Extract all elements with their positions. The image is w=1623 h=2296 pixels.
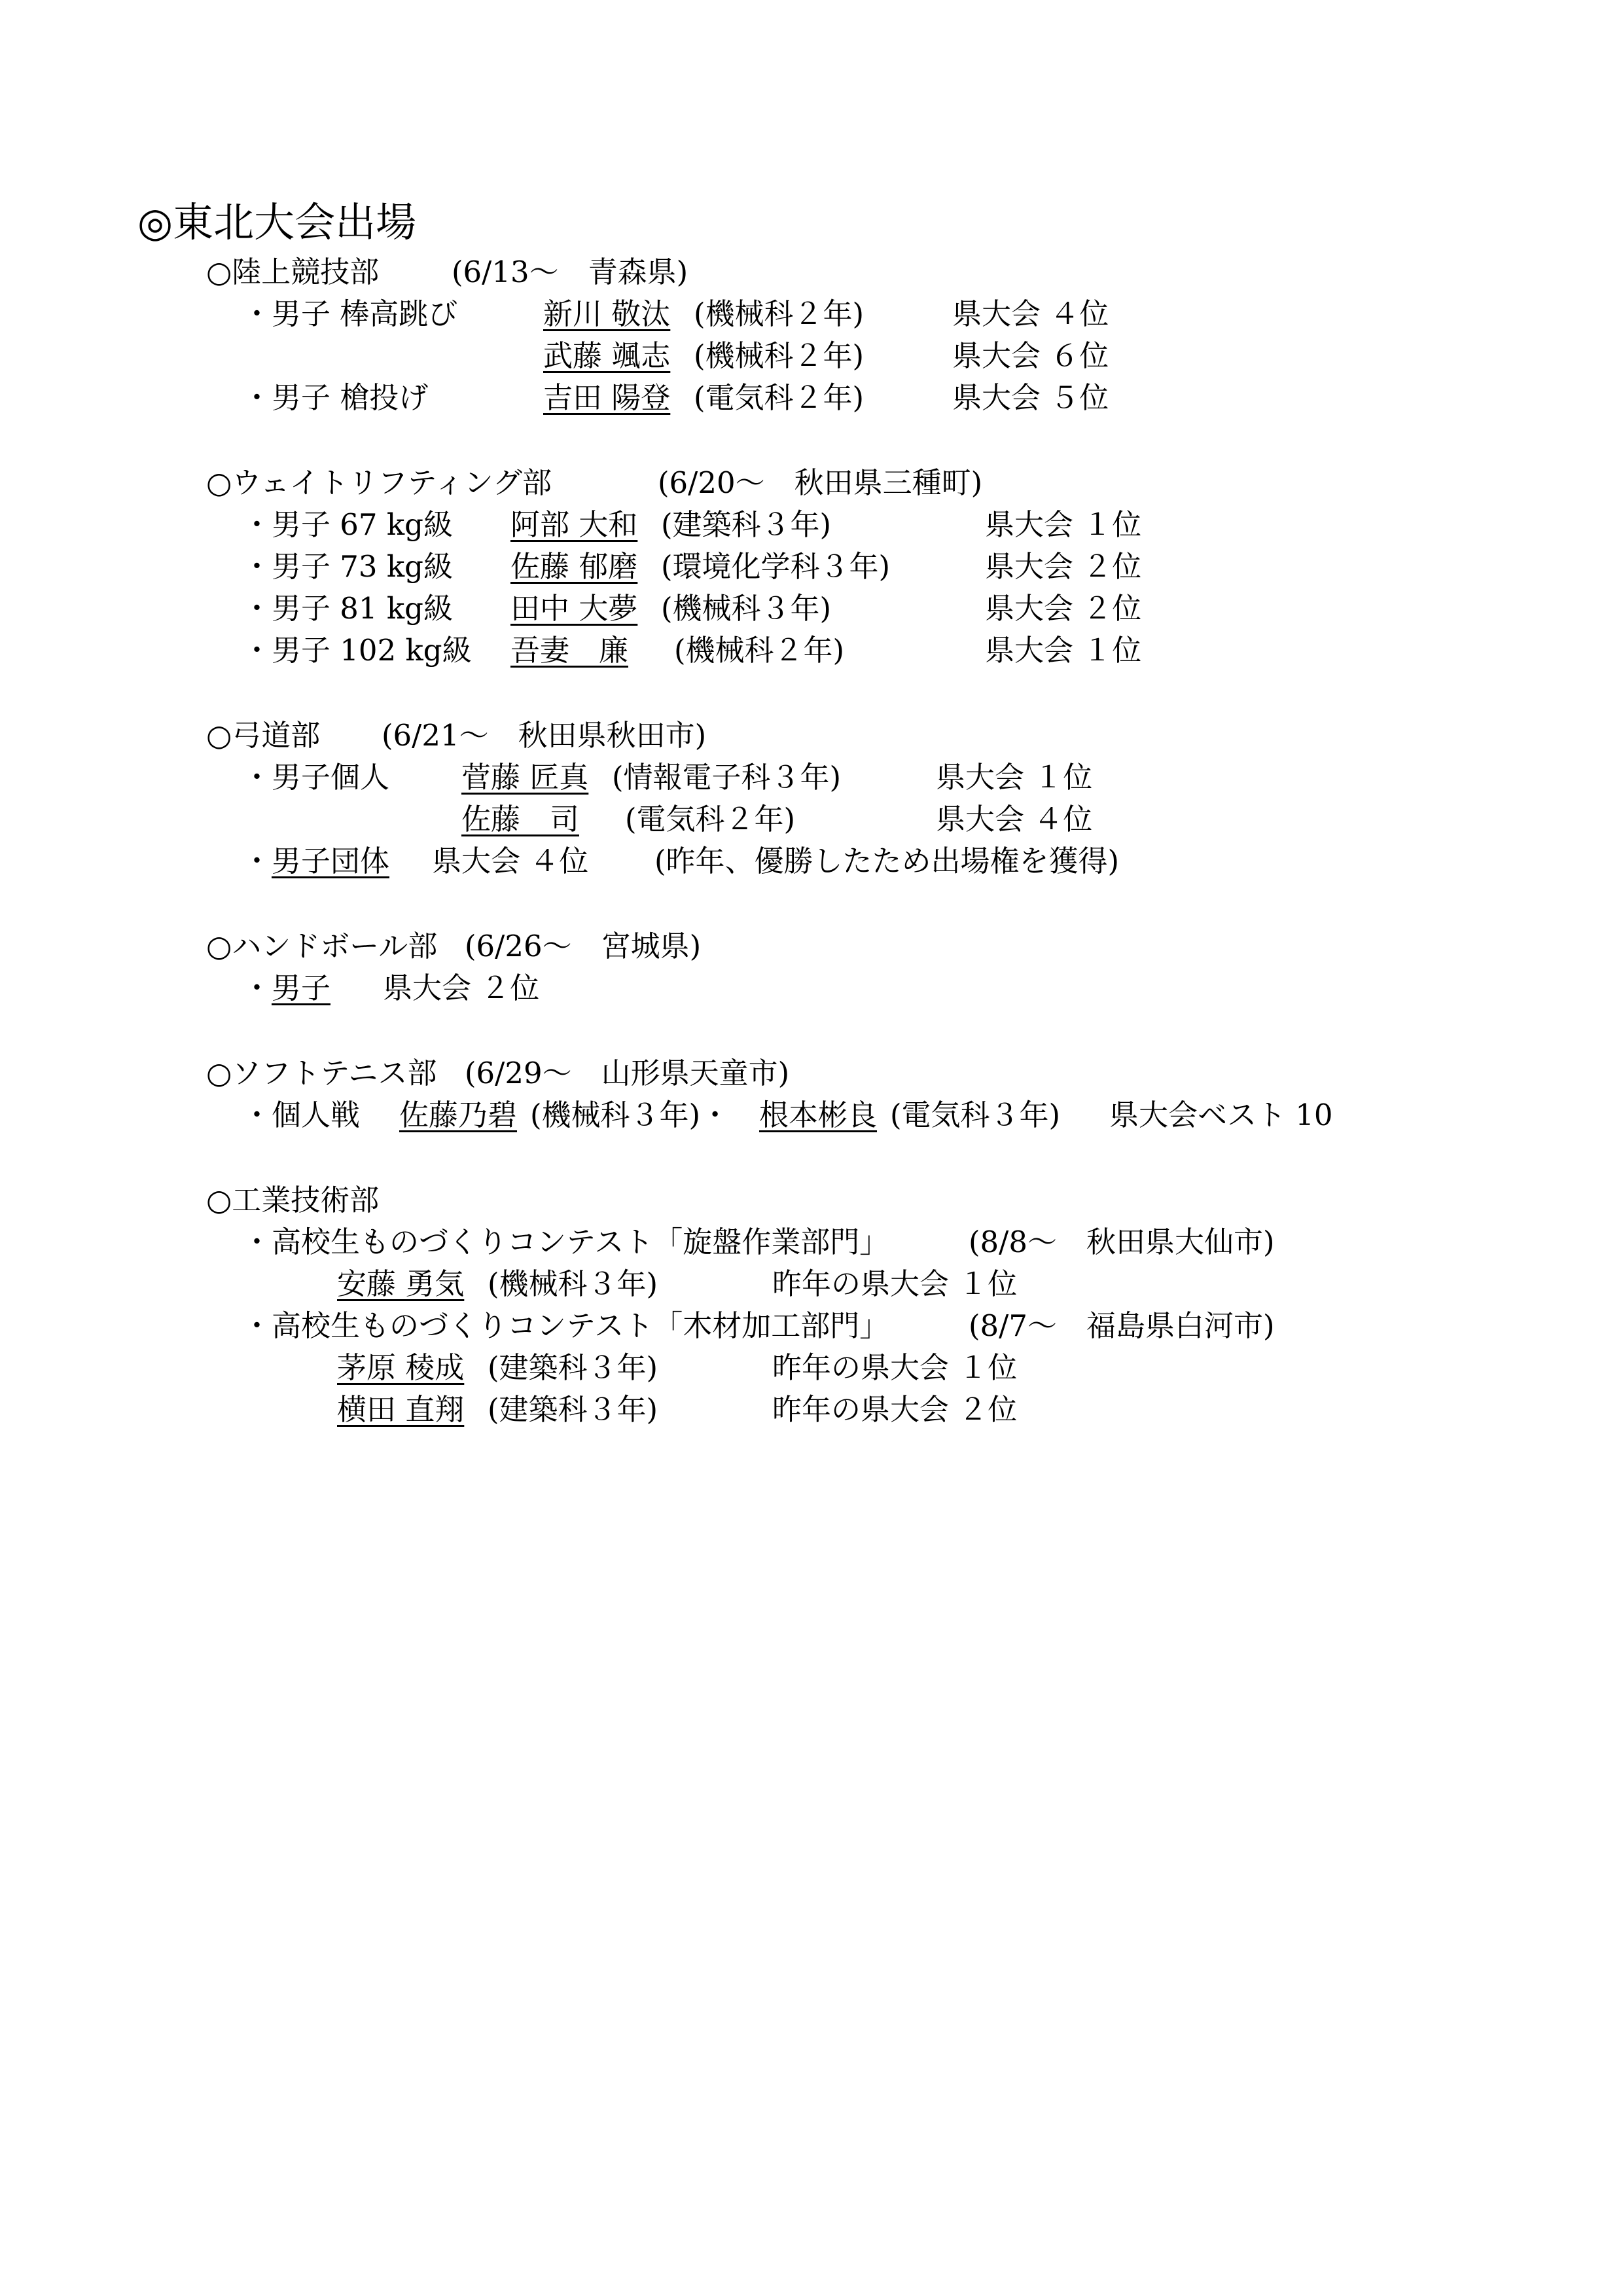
list-item — [242, 377, 1224, 419]
athlete-dept: (環境化学科３年) — [661, 549, 891, 584]
list-item — [242, 293, 1224, 335]
list-item — [337, 1263, 1253, 1305]
event-label: ・男子 102 kg級 — [242, 633, 472, 668]
event-label: ・男子 81 kg級 — [242, 591, 453, 626]
athlete-name: 阿部 大和 — [510, 507, 638, 542]
section-heading: ○ウェイトリフティング部 — [206, 465, 552, 500]
result: 昨年の県大会 ２位 — [772, 1392, 1018, 1427]
athlete-name: 新川 敬汰 — [543, 296, 671, 331]
result: 県大会 ２位 — [383, 971, 540, 1005]
athlete-dept: (電気科３年) — [890, 1098, 1061, 1132]
list-item — [242, 967, 1027, 1009]
athlete-name: 吉田 陽登 — [543, 380, 671, 415]
section-period: (6/13〜 青森県) — [452, 255, 688, 289]
list-item — [337, 1347, 1253, 1389]
section-heading: ○ハンドボール部 — [206, 929, 438, 963]
result: 県大会ベスト 10 — [1109, 1098, 1333, 1132]
list-item — [242, 798, 1224, 840]
result: 県大会 ２位 — [985, 591, 1142, 626]
result: 県大会 ２位 — [985, 549, 1142, 584]
athlete-dept: (建築科３年) — [488, 1350, 658, 1385]
section-period: (6/26〜 宮城県) — [465, 929, 702, 963]
athlete-name: 佐藤 郁磨 — [510, 549, 638, 584]
list-item — [242, 546, 1224, 588]
event-label: ・男子 73 kg級 — [242, 549, 453, 584]
section-heading: ○陸上競技部 — [206, 255, 380, 289]
contest-title-row — [242, 1221, 1420, 1263]
result: 県大会 ４位 — [936, 802, 1093, 836]
team-name: 男子 — [272, 971, 331, 1005]
page-title: ◎東北大会出場 — [137, 198, 417, 246]
weightlifting-section-header — [206, 462, 1253, 504]
athlete-name: 横田 直翔 — [337, 1392, 465, 1427]
note: (昨年、優勝したため出場権を獲得) — [654, 844, 1120, 878]
section-heading: ○工業技術部 — [206, 1183, 380, 1217]
result: 昨年の県大会 １位 — [772, 1350, 1018, 1385]
list-item — [337, 1389, 1253, 1431]
event-label: ・男子 槍投げ — [242, 380, 429, 415]
athlete-dept: (建築科３年) — [488, 1392, 658, 1427]
athlete-dept: (機械科２年) — [694, 296, 865, 331]
event-label: ・男子 67 kg級 — [242, 507, 453, 542]
athlete-dept: (機械科２年) — [674, 633, 845, 668]
result: 県大会 １位 — [936, 760, 1093, 795]
athlete-name: 安藤 勇気 — [337, 1266, 465, 1301]
athlete-dept: (電気科２年) — [625, 802, 796, 836]
event-label: ・男子個人 — [242, 760, 390, 795]
section-period: (6/21〜 秋田県秋田市) — [382, 718, 707, 753]
result: 県大会 ４位 — [952, 296, 1109, 331]
result: 県大会 ６位 — [952, 338, 1109, 373]
list-item — [242, 840, 1289, 882]
athlete-dept: (機械科３年) — [661, 591, 832, 626]
list-item — [242, 588, 1224, 630]
list-item — [242, 335, 1224, 377]
section-heading: ○ソフトテニス部 — [206, 1056, 437, 1090]
athlete-name: 茅原 稜成 — [337, 1350, 465, 1385]
contest-title: ・高校生ものづくりコンテスト「木材加工部門」 — [242, 1308, 889, 1343]
athlete-name: 武藤 颯志 — [543, 338, 671, 373]
athlete-name: 吾妻 廉 — [510, 633, 629, 668]
section-heading: ○弓道部 — [206, 718, 321, 753]
result: 県大会 ４位 — [432, 844, 589, 878]
athlete-dept: (機械科２年) — [694, 338, 865, 373]
athlete-name: 根本彬良 — [759, 1098, 878, 1132]
athlete-name: 佐藤乃碧 — [399, 1098, 518, 1132]
athlete-dept: (情報電子科３年) — [612, 760, 842, 795]
athlete-dept: (電気科２年) — [694, 380, 865, 415]
team-name: 男子団体 — [272, 844, 390, 878]
section-period: (6/20〜 秋田県三種町) — [658, 465, 983, 500]
result: 県大会 １位 — [985, 633, 1142, 668]
section-period: (8/8〜 秋田県大仙市) — [969, 1225, 1275, 1259]
bullet: ・ — [242, 844, 272, 878]
contest-title-row — [242, 1305, 1420, 1347]
athlete-dept: (機械科３年) — [488, 1266, 658, 1301]
section-period: (8/7〜 福島県白河市) — [969, 1308, 1275, 1343]
result: 県大会 １位 — [985, 507, 1142, 542]
section-period: (6/29〜 山形県天童市) — [465, 1056, 790, 1090]
list-item — [242, 630, 1224, 672]
softtennis-section-header — [206, 1052, 1122, 1094]
handball-section-header — [206, 925, 1122, 967]
event-label: ・個人戦 — [242, 1098, 361, 1132]
athlete-dept: (機械科３年)・ — [530, 1098, 730, 1132]
industrial-section-header — [206, 1179, 1122, 1221]
athlete-name: 佐藤 司 — [461, 802, 580, 836]
list-item — [242, 1094, 1420, 1136]
list-item — [242, 757, 1224, 798]
bullet: ・ — [242, 971, 272, 1005]
athlete-dept: (建築科３年) — [661, 507, 832, 542]
event-label: ・男子 棒高跳び — [242, 296, 458, 331]
athlete-name: 菅藤 匠真 — [461, 760, 589, 795]
result: 県大会 ５位 — [952, 380, 1109, 415]
athlete-name: 田中 大夢 — [510, 591, 638, 626]
list-item — [242, 504, 1224, 546]
track-section-header — [206, 251, 1122, 293]
contest-title: ・高校生ものづくりコンテスト「旋盤作業部門」 — [242, 1225, 889, 1259]
result: 昨年の県大会 １位 — [772, 1266, 1018, 1301]
archery-section-header — [206, 715, 1122, 757]
